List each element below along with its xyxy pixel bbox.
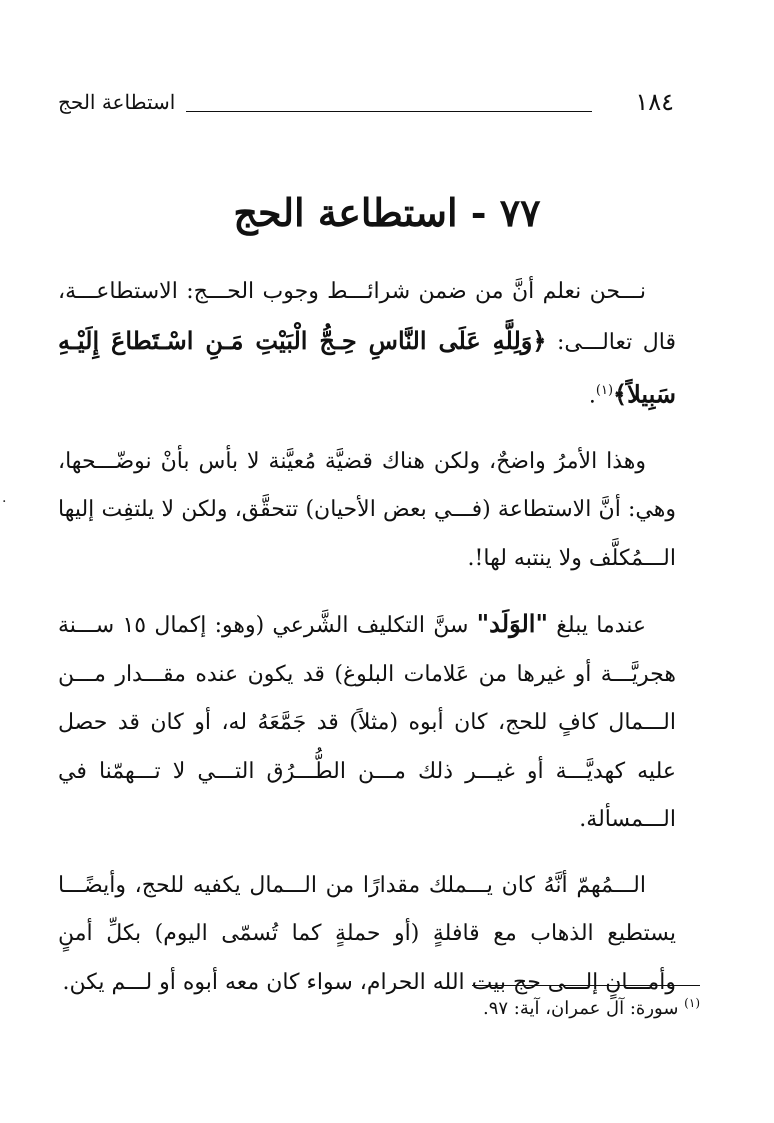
footnote-ref: (١) <box>595 383 614 398</box>
paragraph-3-bold: "الوَلَد" <box>476 609 548 639</box>
margin-mark: . <box>2 490 7 506</box>
header-rule <box>186 111 592 112</box>
paragraph-1-text: نـــحن نعلم أنَّ من ضمن شرائـــط وجوب الحـــج: الاستطاعـــة، قال تعالـــى: <box>58 279 676 355</box>
footnote-text: سورة: آل عمران، آية: ٩٧. <box>482 998 679 1019</box>
footnote-marker: (١) <box>684 996 700 1010</box>
paragraph-1 <box>58 268 676 421</box>
paragraph-3-text-a: عندما يبلغ <box>556 613 646 639</box>
paragraph-3-text-b: سنَّ التكليف الشَّرعي (وهو: إكمال ١٥ ســـنة هجريَّـــة أو غيرها من عَلامات البلوغ) قد يكون عنده مقـــدار مـــن الـــمال كافٍ للحج، كان أبوه (مثلاً) قد جَمَّعَهُ له، أو كان قد حصل عليه كهديَّـــة أو غيـــر ذلك مـــن الطُّـــرُق التـــي لا تـــهمّنا في الـــمسألة. <box>58 613 676 833</box>
running-title: استطاعة الحج <box>58 90 176 114</box>
paragraph-4-text: الـــمُهمّ أنَّهُ كان يـــملك مقدارًا من الـــمال يكفيه للحج، وأيضًـــا يستطيع الذهاب مع قافلةٍ (أو حملةٍ كما تُسمّى اليوم) بكلِّ أمنٍ وأمـــانٍ إلـــى حج بيت الله الحرام، سواء كان معه أبوه أو لـــم يكن. <box>58 872 676 995</box>
footnote-rule <box>472 985 700 986</box>
paragraph-2 <box>58 438 676 584</box>
page-header <box>58 88 674 122</box>
footnote <box>483 996 700 1019</box>
quran-verse: ﴿وَلِلَّهِ عَلَى النَّاسِ حِـجُّ الْبَيْتِ مَـنِ اسْـتَطاعَ إِلَيْـهِ سَبِيلاً﴾ <box>58 325 676 409</box>
body-text <box>58 268 679 1024</box>
chapter-title: ٧٧ - استطاعة الحج <box>233 190 541 235</box>
paragraph-1-end: . <box>588 383 596 409</box>
paragraph-2-text: وهذا الأمرُ واضحٌ، ولكن هناك قضيَّة مُعيَّنة لا بأس بأنْ نوضّـــحها، وهي: أنَّ الاستطاعة (فـــي بعض الأحيان) تتحقَّق، ولكن لا يلتفِت إليها الـــمُكلَّف ولا ينتبه لها!. <box>58 448 676 571</box>
paragraph-3 <box>58 600 676 845</box>
page-number: ١٨٤ <box>635 88 674 116</box>
